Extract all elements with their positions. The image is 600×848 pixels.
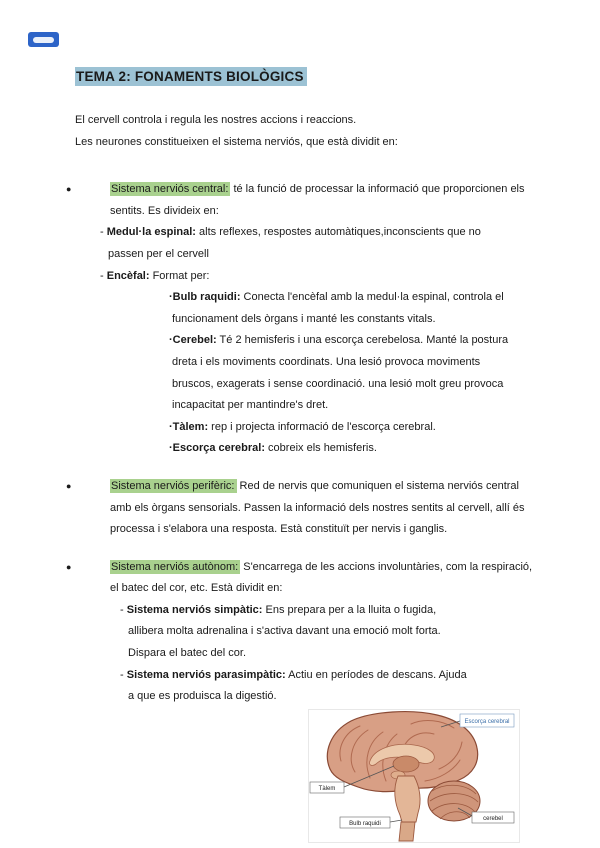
sub-text: Actiu en períodes de descans. Ajuda a que es produisca la digestió. — [128, 668, 467, 703]
detail-term: ·Cerebel: — [169, 334, 217, 347]
detail-text: Té 2 hemisferis i una escorça cerebelosa. Manté la postura dreta i els moviments coordinats. Una lesió provoca moviments bruscos, exagerats i sense coordinació. una lesió molt greu provoca incapacitat per mantindre's dret. — [172, 334, 509, 412]
detail-text: rep i projecta informació de l'escorça cerebral. — [208, 420, 436, 433]
highlighted-term: Sistema nerviós central: — [111, 183, 229, 196]
dash-marker: - — [120, 603, 124, 616]
document-body — [66, 67, 537, 708]
figure-label-bulb — [340, 817, 390, 828]
bullet-icon: ● — [66, 561, 72, 572]
section-sistema-nervios-periferic — [66, 476, 537, 541]
bullet-icon: ● — [66, 184, 72, 195]
detail-item-escorca-cerebral — [75, 438, 510, 460]
sub-text: Ens prepara per a la lluita o fugida, allibera molta adrenalina i s'activa davant una emoció molt forta. Dispara el batec del cor. — [128, 603, 441, 660]
detail-item-talem — [75, 417, 510, 439]
sub-item-simpatic — [75, 600, 470, 665]
bullet-lead — [66, 476, 537, 541]
sub-text: alts reflexes, respostes automàtiques,inconscients que no passen per el cervell — [108, 226, 481, 260]
sub-term: Sistema nerviós parasimpàtic: — [126, 668, 286, 681]
highlighted-term: Sistema nerviós autònom: — [111, 560, 239, 573]
figure-label-cortex-text: Escorça cerebral — [464, 719, 510, 725]
intro-line-1: El cervell controla i regula les nostres accions i reaccions. — [75, 114, 357, 126]
sub-term: Encèfal: — [106, 269, 150, 282]
detail-item-bulb-raquidi — [75, 287, 510, 330]
detail-term: ·Escorça cerebral: — [169, 442, 265, 455]
sub-item-parasimpatic — [75, 665, 470, 708]
dash-marker: - — [120, 668, 124, 681]
intro-paragraph — [75, 110, 537, 153]
lead-text: S'encarrega de les accions involuntàries, com la respiració, el batec del cor, etc. Està dividit en: — [110, 560, 533, 595]
dash-marker: - — [100, 269, 104, 282]
detail-text: Conecta l'encèfal amb la medul·la espinal, controla el funcionament dels òrgans i manté les constants vitals. — [172, 291, 504, 325]
figure-label-thalamus-text: Tàlem — [318, 786, 336, 792]
sub-text: Format per: — [149, 269, 210, 282]
dash-marker: - — [100, 226, 104, 239]
sub-item-encefal — [75, 266, 508, 288]
sub-term: Medul·la espinal: — [106, 226, 196, 239]
sub-item-medulla-espinal — [75, 222, 508, 265]
bullet-lead — [66, 557, 537, 600]
figure-label-cerebellum — [472, 812, 514, 823]
section-sistema-nervios-central — [66, 179, 537, 460]
figure-label-thalamus — [310, 782, 344, 793]
figure-label-cortex — [460, 714, 514, 727]
brain-figure — [308, 709, 520, 848]
page-title — [75, 67, 537, 86]
detail-item-cerebel — [75, 330, 510, 416]
intro-line-2: Les neurones constitueixen el sistema nerviós, que està dividit en: — [75, 135, 398, 148]
section-sistema-nervios-autonom — [66, 557, 537, 708]
brand-logo-mark — [33, 37, 54, 43]
sub-term: Sistema nerviós simpàtic: — [126, 603, 263, 616]
lead-text: Red de nervis que comuniquen el sistema nerviós central amb els òrgans sensorials. Passen la informació dels nostres sentits al cervell, allí és processa i s'elabora una resposta. Està constituït per nervis i ganglis. — [110, 479, 525, 536]
highlighted-term: Sistema nerviós perifèric: — [111, 479, 235, 492]
detail-text: cobreix els hemisferis. — [265, 442, 377, 455]
title-highlighted-text: TEMA 2: FONAMENTS BIOLÒGICS — [75, 67, 307, 86]
brain-thalamus — [393, 756, 419, 772]
bullet-icon: ● — [66, 480, 72, 491]
detail-term: ·Bulb raquidi: — [169, 291, 241, 304]
figure-label-cerebellum-text: cerebel — [483, 816, 503, 822]
lead-text: té la funció de processar la informació que proporcionen els sentits. Es divideix en: — [110, 183, 525, 217]
brain-diagram — [308, 709, 520, 843]
brain-spinal-cord — [399, 822, 415, 841]
detail-term: ·Tàlem: — [169, 420, 209, 433]
brand-logo-icon — [28, 32, 59, 47]
bullet-lead — [66, 179, 537, 222]
figure-label-bulb-text: Bulb raquidi — [349, 821, 381, 827]
